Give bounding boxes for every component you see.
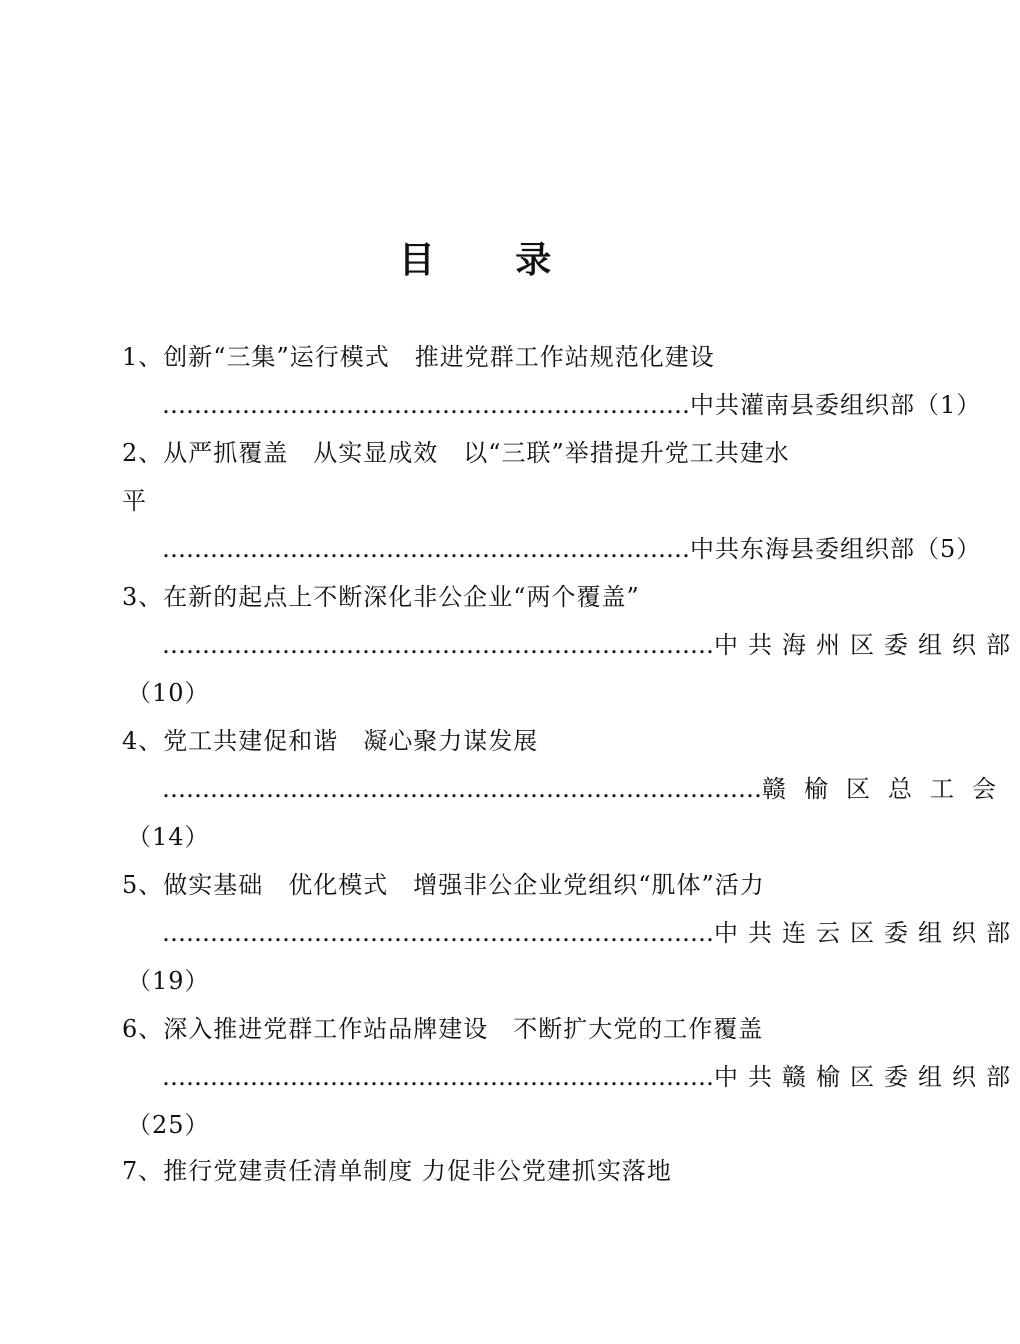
toc-entry-leader	[162, 390, 982, 420]
dot-leader: ……………………………………………………………	[162, 631, 714, 659]
toc-entry-leader	[162, 534, 982, 564]
toc-entry-title[interactable]: 5、做实基础 优化模式 增强非公企业党组织“肌体”活力	[122, 871, 765, 899]
toc-entry-source: 中共海州区委组织部	[714, 631, 1020, 659]
toc-entry-source: 中共连云区委组织部	[714, 919, 1020, 947]
toc-entry-leader	[162, 630, 1020, 660]
toc-entry-title[interactable]: 3、在新的起点上不断深化非公企业“两个覆盖”	[122, 583, 640, 611]
toc-entry-leader	[162, 918, 1020, 948]
toc-entry-title-continuation: 平	[122, 487, 147, 515]
toc-entry-title[interactable]: 6、深入推进党群工作站品牌建设 不断扩大党的工作覆盖	[122, 1015, 764, 1043]
dot-leader: …………………………………………………………	[162, 535, 690, 563]
page-title: 目 录	[398, 239, 586, 281]
toc-entry-source: 中共赣榆区委组织部	[714, 1063, 1020, 1091]
dot-leader: ……………………………………………………………	[162, 1063, 714, 1091]
toc-entry-page: （19）	[127, 967, 210, 995]
toc-entry-source: 中共灌南县委组织部	[690, 391, 915, 419]
toc-entry-title[interactable]: 1、创新“三集”运行模式 推进党群工作站规范化建设	[122, 343, 715, 371]
toc-entry-leader	[162, 1062, 1020, 1092]
toc-entry-source: 赣榆区总工会	[762, 775, 1014, 803]
toc-entry-page: （5）	[915, 535, 982, 563]
toc-entry-source: 中共东海县委组织部	[690, 535, 915, 563]
toc-entry-page: （1）	[915, 391, 982, 419]
dot-leader: …………………………………………………………………	[162, 775, 762, 803]
dot-leader: ……………………………………………………………	[162, 919, 714, 947]
dot-leader: …………………………………………………………	[162, 391, 690, 419]
toc-entry-title[interactable]: 7、推行党建责任清单制度 力促非公党建抓实落地	[122, 1157, 672, 1185]
toc-entry-title[interactable]: 4、党工共建促和谐 凝心聚力谋发展	[122, 727, 539, 755]
toc-entry-page: （14）	[127, 823, 210, 851]
toc-entry-page: （25）	[127, 1111, 210, 1139]
toc-entry-leader	[162, 774, 1014, 804]
toc-entry-page: （10）	[127, 679, 210, 707]
toc-entry-title[interactable]: 2、从严抓覆盖 从实显成效 以“三联”举措提升党工共建水	[122, 439, 790, 467]
